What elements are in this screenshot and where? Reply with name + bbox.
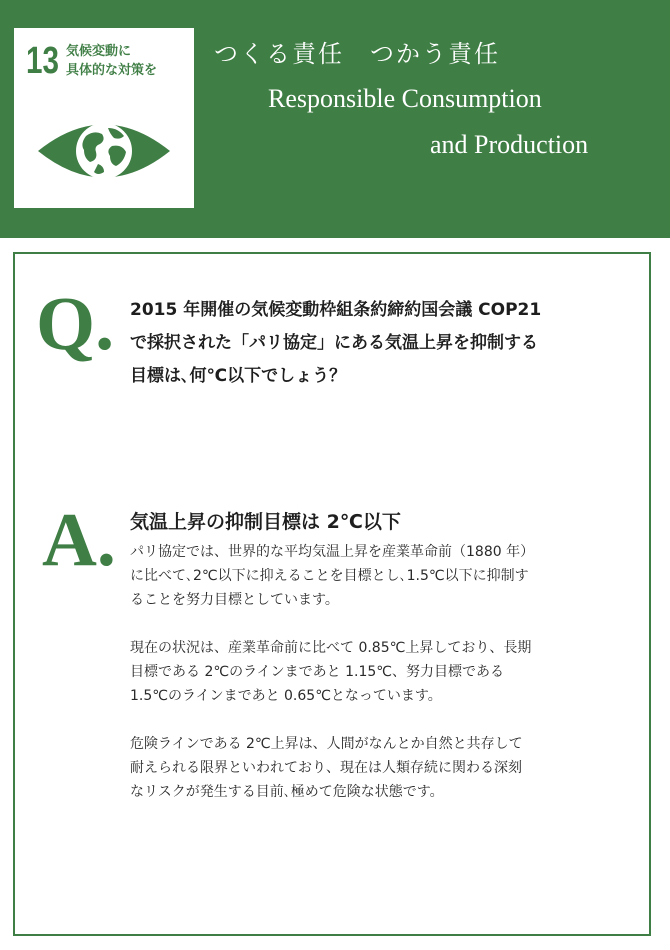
goal-number: 13: [26, 40, 59, 82]
answer-line: ることを努力目標としています。: [130, 592, 339, 608]
goal-title: [66, 42, 190, 80]
answer-paragraph-3: [130, 732, 640, 804]
answer-body: [130, 540, 640, 828]
answer-line: 目標である 2℃のラインまであと 1.15℃、努力目標である: [130, 664, 505, 680]
question-line-3: 目標は､何℃以下でしょう？: [130, 366, 347, 386]
answer-line: なリスクが発生する目前､極めて危険な状態です。: [130, 784, 444, 800]
header-title-english-line-2: and Production: [430, 130, 589, 159]
question-line-1: 2015 年開催の気候変動枠組条約締約国会議 COP21: [130, 300, 542, 320]
header-title-english-line-1: Responsible Consumption: [268, 84, 542, 113]
goal-title-line-1: 気候変動に: [66, 44, 132, 59]
answer-line: 耐えられる限界といわれており、現在は人類存続に関わる深刻: [130, 760, 522, 776]
answer-paragraph-1: [130, 540, 640, 612]
answer-line: に比べて､2℃以下に抑えることを目標とし､1.5℃以下に抑制す: [130, 568, 529, 584]
question-text: [130, 294, 650, 393]
answer-marker: A.: [42, 498, 116, 582]
answer-line: 1.5℃のラインまであと 0.65℃となっています。: [130, 688, 442, 704]
answer-line: 現在の状況は、産業革命前に比べて 0.85℃上昇しており、長期: [130, 640, 532, 656]
question-marker: Q.: [36, 282, 115, 366]
question-line-2: で採択された「パリ協定」にある気温上昇を抑制する: [130, 333, 538, 353]
answer-paragraph-2: [130, 636, 640, 708]
sdg-goal-13-badge: [14, 28, 194, 208]
eye-globe-icon: [34, 106, 174, 196]
answer-line: 危険ラインである 2℃上昇は、人間がなんとか自然と共存して: [130, 736, 523, 752]
answer-title: 気温上昇の抑制目標は 2℃以下: [130, 511, 401, 533]
header-banner: [0, 0, 670, 238]
answer-line: パリ協定では、世界的な平均気温上昇を産業革命前（1880 年）: [130, 544, 535, 560]
goal-title-line-2: 具体的な対策を: [66, 63, 158, 78]
header-title-japanese: つくる責任 つかう責任: [214, 40, 500, 68]
